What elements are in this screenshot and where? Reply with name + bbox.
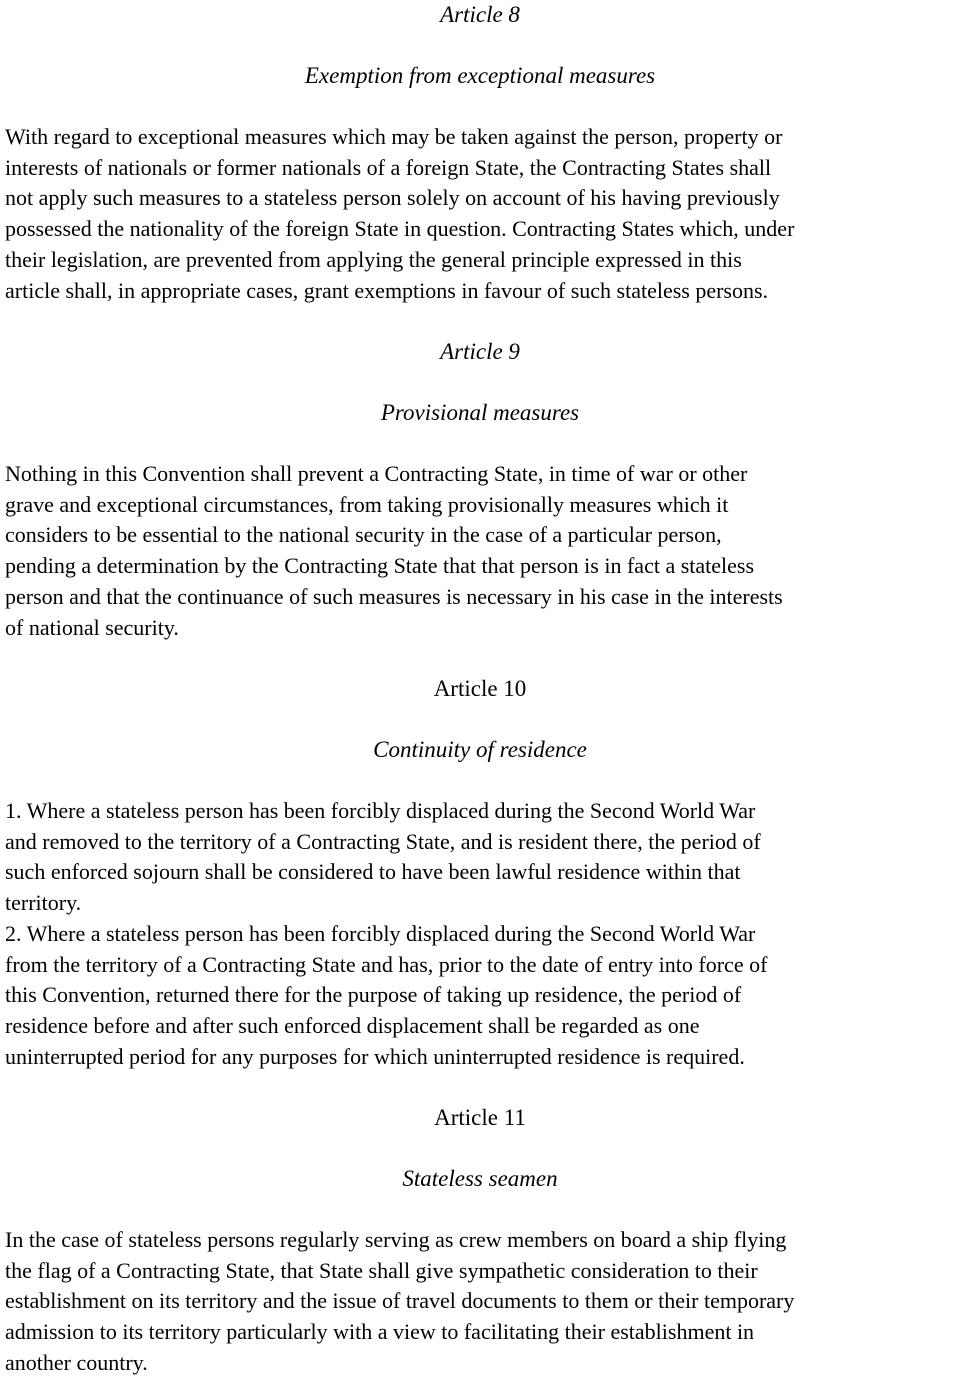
body-line: With regard to exceptional measures which may be taken against the person, property or bbox=[5, 124, 783, 149]
body-line: such enforced sojourn shall be considered to have been lawful residence within that bbox=[5, 859, 741, 885]
article-11-number: Article 11 bbox=[434, 1105, 526, 1130]
article-11-body bbox=[5, 1225, 955, 1379]
body-line: 2. Where a stateless person has been forcibly displaced during the Second World War bbox=[5, 920, 756, 946]
article-9-title: Provisional measures bbox=[380, 400, 580, 425]
article-8-body bbox=[5, 122, 955, 306]
body-line: from the territory of a Contracting State and has, prior to the date of entry into force of bbox=[5, 951, 768, 977]
body-line: possessed the nationality of the foreign State in question. Contracting States which, under bbox=[5, 216, 795, 242]
body-line: territory. bbox=[5, 890, 82, 916]
body-line: interests of nationals or former nationals of a foreign State, the Contracting States shall bbox=[5, 154, 772, 180]
article-8-title: Exemption from exceptional measures bbox=[304, 63, 656, 88]
body-line: admission to its territory particularly with a view to facilitating their establishment in bbox=[5, 1319, 755, 1345]
body-line: pending a determination by the Contracting State that that person is in fact a stateless bbox=[5, 553, 755, 579]
body-line: establishment on its territory and the issue of travel documents to them or their temporary bbox=[5, 1288, 795, 1314]
article-10-title: Continuity of residence bbox=[373, 737, 587, 762]
body-line: article shall, in appropriate cases, grant exemptions in favour of such stateless persons. bbox=[5, 277, 769, 303]
body-line: residence before and after such enforced displacement shall be regarded as one bbox=[5, 1012, 700, 1038]
body-line: the flag of a Contracting State, that State shall give sympathetic consideration to their bbox=[5, 1257, 758, 1283]
body-line: not apply such measures to a stateless person solely on account of his having previously bbox=[5, 185, 780, 211]
body-line: 1. Where a stateless person has been forcibly displaced during the Second World War bbox=[5, 798, 756, 823]
article-10-body bbox=[5, 796, 955, 1072]
article-9-body bbox=[5, 459, 955, 643]
body-line: Nothing in this Convention shall prevent a Contracting State, in time of war or other bbox=[5, 461, 748, 486]
article-11-title: Stateless seamen bbox=[402, 1166, 558, 1191]
body-line: of national security. bbox=[5, 614, 179, 640]
body-line: In the case of stateless persons regularly serving as crew members on board a ship flying bbox=[5, 1227, 787, 1252]
body-line: their legislation, are prevented from applying the general principle expressed in this bbox=[5, 246, 742, 272]
article-10-number: Article 10 bbox=[433, 676, 527, 701]
body-line: and removed to the territory of a Contracting State, and is resident there, the period of bbox=[5, 828, 761, 854]
body-line: this Convention, returned there for the purpose of taking up residence, the period of bbox=[5, 982, 742, 1008]
article-8-number: Article 8 bbox=[440, 2, 520, 27]
article-9-number: Article 9 bbox=[440, 339, 520, 364]
body-line: another country. bbox=[5, 1349, 148, 1375]
body-line: person and that the continuance of such measures is necessary in his case in the interests bbox=[5, 583, 783, 609]
body-line: considers to be essential to the national security in the case of a particular person, bbox=[5, 522, 722, 548]
body-line: grave and exceptional circumstances, from taking provisionally measures which it bbox=[5, 491, 729, 517]
body-line: uninterrupted period for any purposes for which uninterrupted residence is required. bbox=[5, 1043, 745, 1069]
